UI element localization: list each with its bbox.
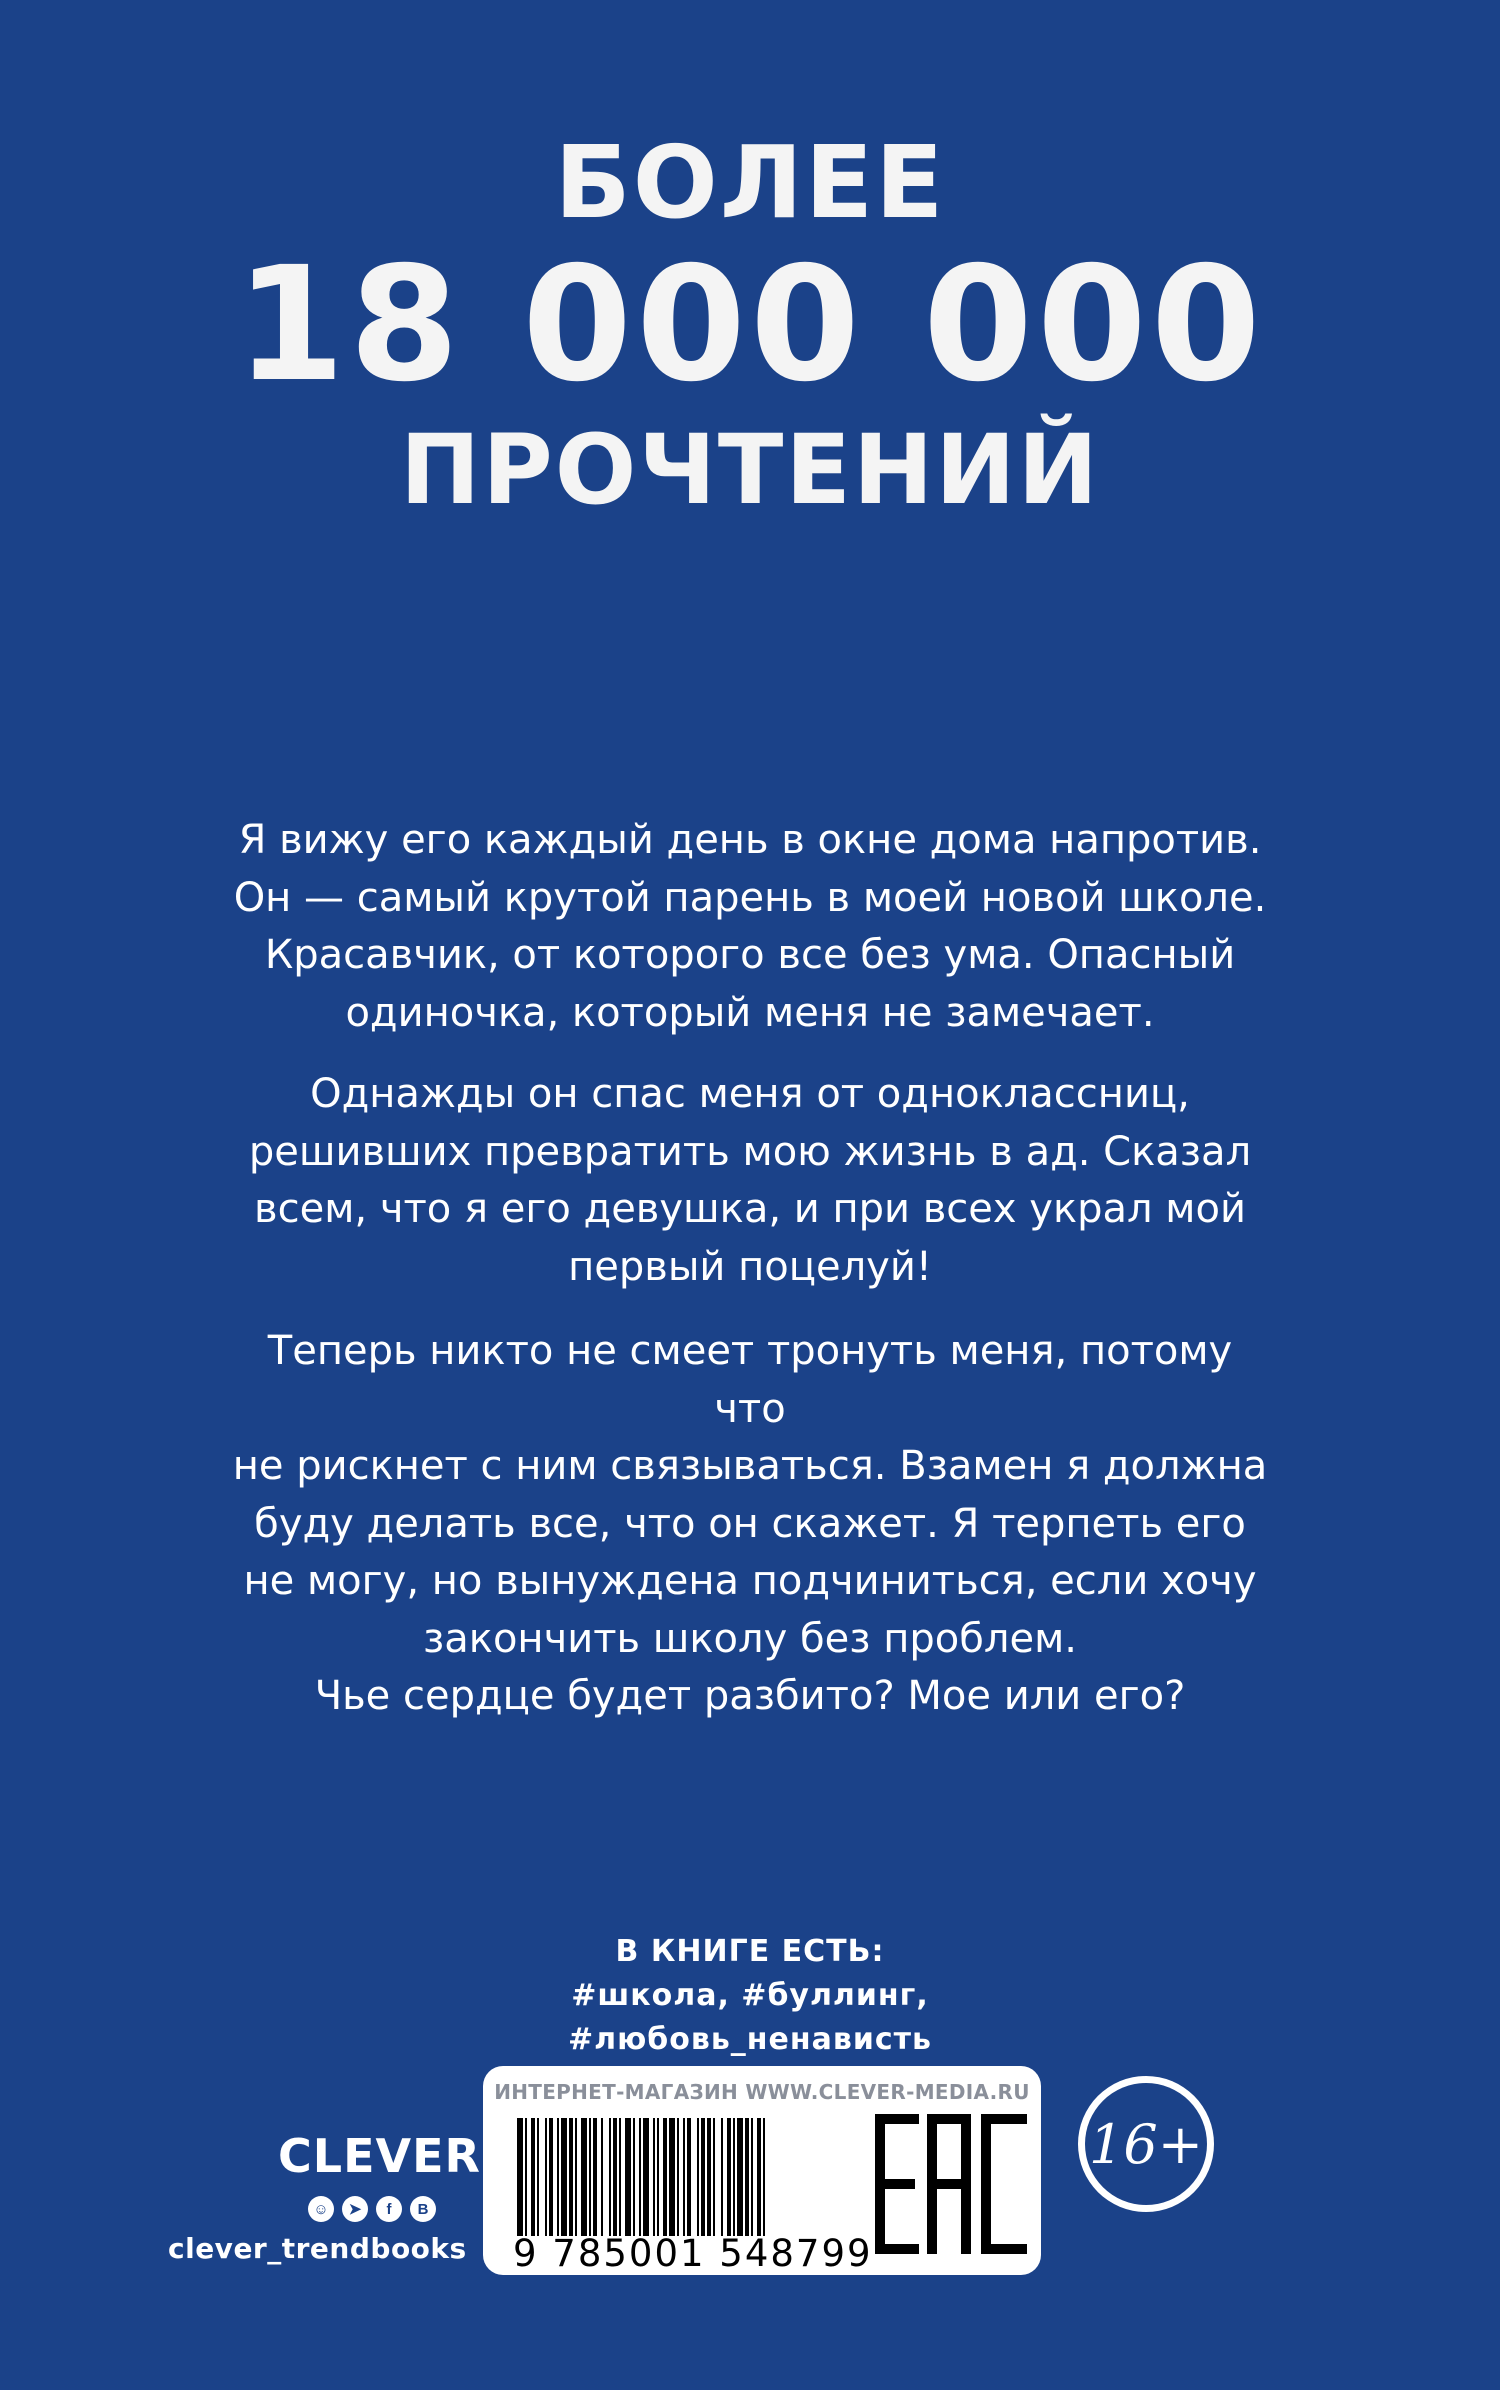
- headline-read-count: 18 000 000: [235, 233, 1265, 417]
- publisher-block: [168, 2129, 481, 2265]
- headline-more-than: БОЛЕЕ: [554, 124, 946, 241]
- age-rating-badge: [1078, 2076, 1214, 2212]
- book-tags: [0, 1930, 1500, 2062]
- barcode-label: [483, 2066, 1041, 2275]
- tags-line: #любовь_ненависть: [568, 2022, 932, 2057]
- isbn-number: 9 785001 548799: [513, 2232, 873, 2275]
- age-rating: 16+: [1085, 2083, 1207, 2205]
- shop-url: ИНТЕРНЕТ-МАГАЗИН WWW.CLEVER-MEDIA.RU: [494, 2080, 1030, 2104]
- facebook-icon[interactable]: f: [376, 2196, 402, 2222]
- blurb-line: Я вижу его каждый день в окне дома напротив.: [238, 817, 1262, 863]
- publisher-handle: clever_trendbooks: [168, 2232, 467, 2265]
- blurb-line: Теперь никто не смеет тронуть меня, потому что: [267, 1328, 1233, 1432]
- barcode: [517, 2118, 859, 2236]
- blurb-line: одиночка, который меня не замечает.: [345, 989, 1155, 1036]
- tags-title: В КНИГЕ ЕСТЬ:: [615, 1934, 885, 1969]
- blurb-line: Чье сердце будет разбито? Мое или его?: [314, 1673, 1186, 1719]
- headline-reads: ПРОЧТЕНИЙ: [400, 414, 1100, 526]
- blurb-line: Красавчик, от которого все без ума. Опасный: [264, 932, 1236, 978]
- publisher-logo: CLEVER: [278, 2129, 481, 2183]
- blurb-line: Однажды он спас меня от одноклассниц,: [310, 1071, 1190, 1117]
- blurb-paragraph-1: [230, 812, 1270, 1042]
- blurb-line: всем, что я его девушка, и при всех украл мой: [254, 1186, 1246, 1232]
- tags-line: #школа, #буллинг,: [571, 1978, 929, 2013]
- blurb-line: Он — самый крутой парень в моей новой школе.: [233, 874, 1267, 921]
- blurb-line: первый поцелуй!: [568, 1243, 932, 1290]
- blurb-paragraph-3: [230, 1323, 1270, 1726]
- blurb-paragraph-2: [230, 1066, 1270, 1296]
- social-icons: [168, 2196, 458, 2222]
- barcode-bar: [765, 2118, 771, 2236]
- vkontakte-icon[interactable]: B: [410, 2196, 436, 2222]
- blurb-line: не рискнет с ним связываться. Взамен я должна: [232, 1443, 1268, 1489]
- vk-icon[interactable]: ☺: [308, 2196, 334, 2222]
- eac-mark-icon: [875, 2114, 1027, 2254]
- blurb-line: не могу, но вынуждена подчиниться, если хочу: [243, 1558, 1257, 1604]
- blurb-line: закончить школу без проблем.: [423, 1615, 1077, 1662]
- blurb-line: решивших превратить мою жизнь в ад. Сказал: [248, 1128, 1252, 1175]
- telegram-icon[interactable]: ➤: [342, 2196, 368, 2222]
- blurb-line: буду делать все, что он скажет. Я терпеть его: [254, 1500, 1246, 1547]
